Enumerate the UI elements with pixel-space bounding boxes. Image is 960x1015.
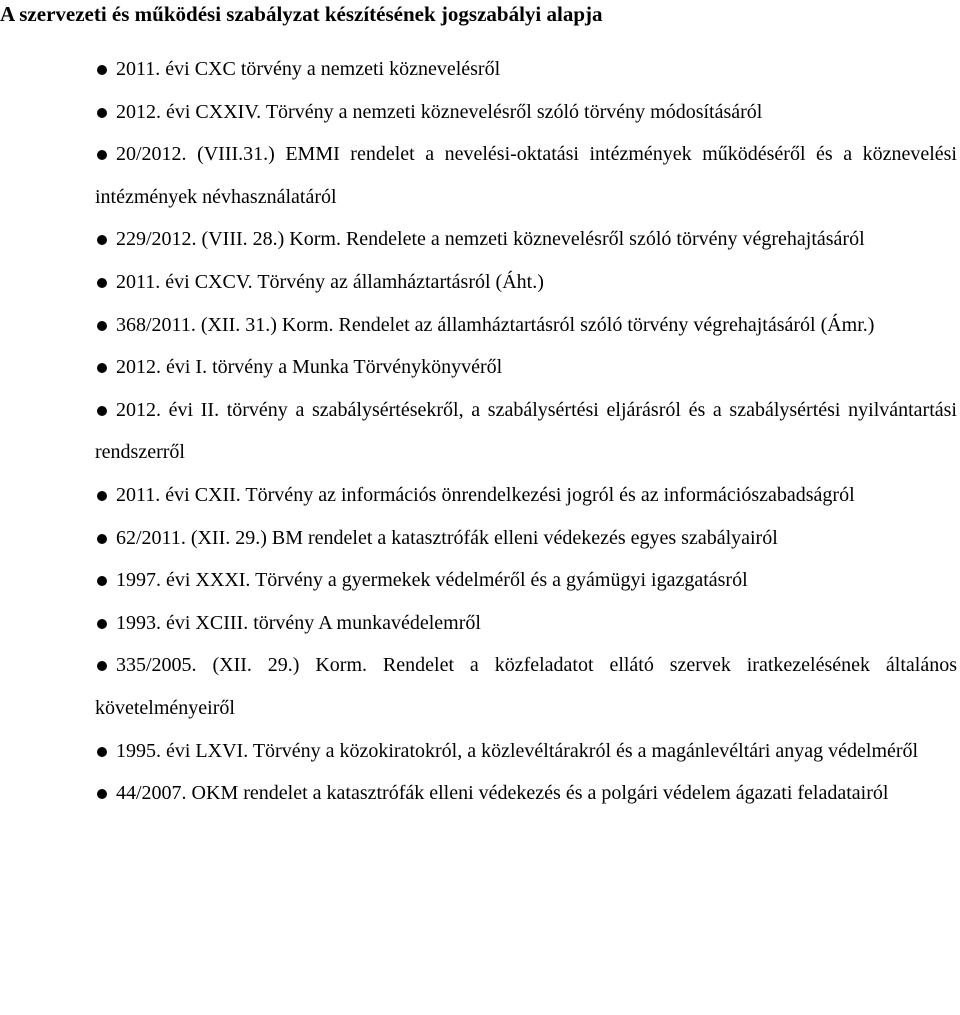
list-item-text: 1997. évi XXXI. Törvény a gyermekek védelméről és a gyámügyi igazgatásról [116,569,748,592]
list-item [95,602,957,645]
bullet-icon [97,321,107,331]
list-item-text: 1995. évi LXVI. Törvény a közokiratokról, a közlevéltárakról és a magánlevéltári anyag védelméről [116,739,919,762]
list-item-text: 2012. évi II. törvény a szabálysértésekről, a szabálysértési eljárásról és a szabálysértési nyilvántartási rendszerről [95,398,957,464]
bullet-icon [97,789,107,799]
bullet-icon [97,576,107,586]
bullet-icon [97,534,107,544]
bullet-icon [97,406,107,416]
list-item-text: 2011. évi CXII. Törvény az információs önrendelkezési jogról és az információszabadságról [116,483,855,506]
bullet-icon [97,278,107,288]
bullet-icon [97,65,107,75]
list-item [95,91,957,134]
list-item [95,304,957,347]
list-item [95,261,957,304]
list-item [95,133,957,218]
list-item [95,346,957,389]
document-heading: A szervezeti és működési szabályzat készítésének jogszabályi alapja [0,2,603,26]
bullet-icon [97,235,107,245]
list-item [95,474,957,517]
list-item [95,772,957,815]
bullet-icon [97,661,107,671]
list-item [95,48,957,91]
bullet-icon [97,363,107,373]
bullet-icon [97,747,107,757]
list-item-text: 44/2007. OKM rendelet a katasztrófák elleni védekezés és a polgári védelem ágazati feladatairól [116,782,889,805]
list-item-text: 62/2011. (XII. 29.) BM rendelet a katasztrófák elleni védekezés egyes szabályairól [116,526,778,549]
bullet-icon [97,491,107,501]
list-item-text: 2011. évi CXCV. Törvény az államháztartásról (Áht.) [116,270,544,293]
list-item-text: 2011. évi CXC törvény a nemzeti köznevelésről [116,58,501,80]
bullet-icon [97,619,107,629]
law-list [95,48,957,815]
list-item-text: 229/2012. (VIII. 28.) Korm. Rendelete a nemzeti köznevelésről szóló törvény végrehajtásáról [116,228,865,251]
list-item [95,218,957,261]
list-item [95,730,957,773]
list-item [95,559,957,602]
list-item-text: 368/2011. (XII. 31.) Korm. Rendelet az államháztartásról szóló törvény végrehajtásáról (Ámr.) [116,313,875,336]
list-item [95,644,957,729]
list-item-text: 1993. évi XCIII. törvény A munkavédelemről [116,611,481,634]
bullet-icon [97,150,107,160]
list-item [95,517,957,560]
list-item-text: 335/2005. (XII. 29.) Korm. Rendelet a közfeladatot ellátó szervek iratkezelésének általános követelményeiről [95,654,957,719]
list-item-text: 2012. évi I. törvény a Munka Törvénykönyvéről [116,356,503,379]
list-item [95,389,957,474]
list-item-text: 2012. évi CXXIV. Törvény a nemzeti köznevelésről szóló törvény módosításáról [116,100,763,123]
list-item-text: 20/2012. (VIII.31.) EMMI rendelet a nevelési-oktatási intézmények működéséről és a köznevelési intézmények névhasználatáról [95,143,957,208]
bullet-icon [97,108,107,118]
